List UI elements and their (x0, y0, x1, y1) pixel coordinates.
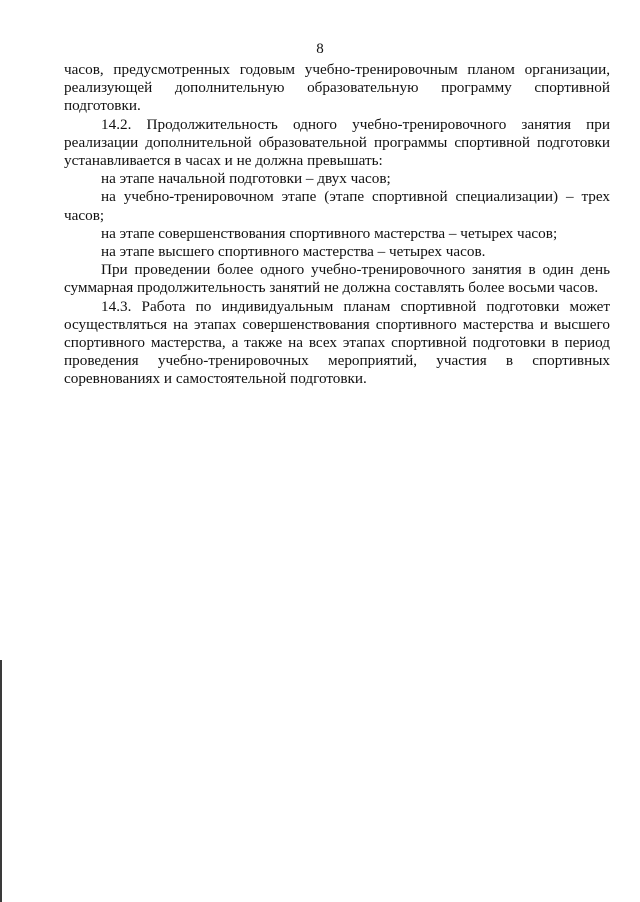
list-item-training-stage: на учебно-тренировочном этапе (этапе спортивной специализации) – трех часов; (64, 188, 610, 224)
page-number: 8 (316, 41, 324, 57)
list-item-initial-stage: на этапе начальной подготовки – двух часов; (101, 170, 391, 188)
paragraph-14-3: 14.3. Работа по индивидуальным планам спортивной подготовки может осуществляться на этапах совершенствования спортивного мастерства и высшего спортивного мастерства, а также на всех этапах спортивной подготовки в период проведения учебно-тренировочных мероприятий, участия в спортивных соревнованиях и самостоятельной подготовки. (64, 297, 610, 388)
paragraph-daily-total: При проведении более одного учебно-тренировочного занятия в один день суммарная продолжительность занятий не должна составлять более восьми часов. (64, 261, 610, 297)
paragraph-continuation: часов, предусмотренных годовым учебно-тренировочным планом организации, реализующей дополнительную образовательную программу спортивной подготовки. (64, 61, 610, 115)
scan-edge-shadow (0, 660, 2, 902)
list-item-highest-stage: на этапе высшего спортивного мастерства – четырех часов. (101, 243, 486, 261)
list-item-improvement-stage: на этапе совершенствования спортивного мастерства – четырех часов; (101, 224, 558, 242)
document-body (64, 61, 610, 389)
paragraph-14-2: 14.2. Продолжительность одного учебно-тренировочного занятия при реализации дополнительной образовательной программы спортивной подготовки устанавливается в часах и не должна превышать: (64, 115, 610, 170)
